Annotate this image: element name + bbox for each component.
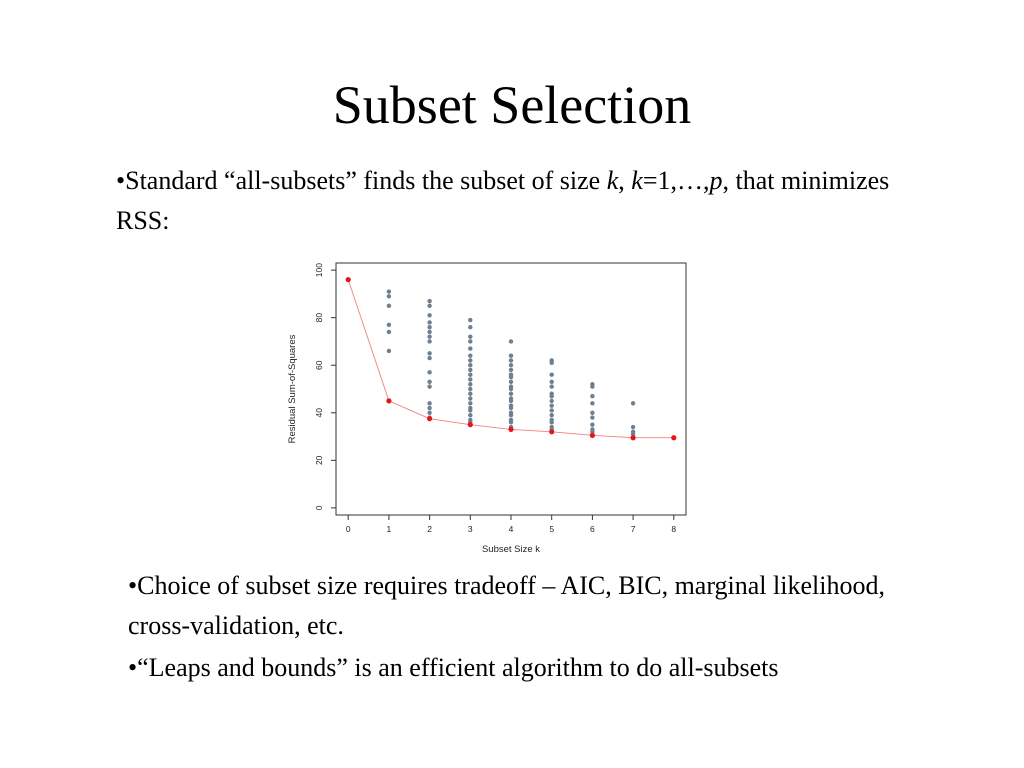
subset-point [468, 413, 472, 417]
var-k: k [606, 166, 619, 195]
subset-point [387, 304, 391, 308]
subset-point [468, 363, 472, 367]
bullet-text: Choice of subset size requires tradeoff – AIC, BIC, marginal likelihood, cross-validation, etc. [128, 571, 885, 640]
x-axis-label: Subset Size k [481, 544, 541, 555]
subset-point [427, 356, 431, 360]
subset-point [549, 413, 553, 417]
subset-point [509, 354, 513, 358]
subset-point [468, 382, 472, 386]
subset-point [631, 425, 635, 429]
subset-point [427, 380, 431, 384]
x-tick-label: 0 [345, 524, 351, 534]
subset-point [427, 406, 431, 410]
y-tick-label: 100 [314, 263, 324, 278]
bullet-text-end: , that minimizes RSS: [116, 166, 890, 235]
y-tick-label: 20 [314, 455, 324, 466]
subset-point [590, 401, 594, 405]
bullet-marker: • [116, 166, 126, 195]
subset-point [468, 392, 472, 396]
subset-point [509, 413, 513, 417]
subset-point [549, 361, 553, 365]
subset-point [549, 384, 553, 388]
subset-point [549, 380, 553, 384]
subset-point [549, 394, 553, 398]
subset-point [468, 373, 472, 377]
subset-point [427, 330, 431, 334]
bullet-tradeoff [128, 566, 888, 646]
subset-point [509, 380, 513, 384]
subset-point [468, 325, 472, 329]
subset-point [427, 299, 431, 303]
subset-point [427, 334, 431, 338]
subset-point [590, 411, 594, 415]
subset-point [468, 368, 472, 372]
y-axis [314, 263, 336, 510]
subset-point [509, 399, 513, 403]
subset-point [468, 387, 472, 391]
subset-point [509, 368, 513, 372]
y-tick-label: 60 [314, 360, 324, 370]
subset-point [590, 384, 594, 388]
best-subset-point [346, 277, 351, 282]
subset-point [468, 354, 472, 358]
best-subset-point [630, 435, 635, 440]
subset-point [468, 318, 472, 322]
subset-point [468, 408, 472, 412]
subset-point [549, 408, 553, 412]
y-axis-label: Residual Sum-of-Squares [287, 334, 298, 444]
x-tick-label: 3 [467, 524, 473, 534]
x-tick-label: 4 [508, 524, 514, 534]
slide-title: Subset Selection [332, 75, 692, 135]
subset-point [509, 375, 513, 379]
subset-point [468, 334, 472, 338]
subset-point [427, 370, 431, 374]
subset-point [468, 401, 472, 405]
subset-point [590, 422, 594, 426]
var-p: p [709, 166, 723, 195]
subset-point [468, 339, 472, 343]
bullet-text: Standard “all-subsets” finds the subset of size [125, 166, 607, 195]
y-tick-label: 0 [314, 505, 324, 511]
subset-point [631, 401, 635, 405]
subset-point [468, 377, 472, 381]
subset-point [427, 411, 431, 415]
subset-point [468, 346, 472, 350]
rss-scatter-plot [284, 256, 704, 562]
subset-point [509, 363, 513, 367]
all-subsets-points [387, 289, 636, 436]
bullet-marker: • [128, 571, 138, 600]
y-tick-label: 80 [314, 312, 324, 323]
subset-point [427, 384, 431, 388]
separator: , [618, 166, 632, 195]
best-subset-point [671, 435, 676, 440]
best-subset-point [468, 422, 473, 427]
subset-point [468, 396, 472, 400]
y-tick-label: 40 [314, 408, 324, 418]
subset-point [549, 399, 553, 403]
bullet-marker: • [128, 653, 138, 682]
subset-point [427, 325, 431, 329]
x-tick-label: 7 [630, 524, 636, 534]
subset-point [427, 401, 431, 405]
subset-point [387, 330, 391, 334]
best-subset-point [590, 433, 595, 438]
subset-point [549, 403, 553, 407]
subset-point [427, 320, 431, 324]
subset-point [590, 415, 594, 419]
subset-point [509, 387, 513, 391]
subset-point [509, 358, 513, 362]
subset-point [509, 392, 513, 396]
subset-point [549, 373, 553, 377]
subset-point [427, 339, 431, 343]
bullet-all-subsets [116, 161, 936, 241]
subset-point [387, 323, 391, 327]
subset-point [549, 420, 553, 424]
var-k: k [631, 166, 643, 195]
subset-point [509, 339, 513, 343]
best-subset-point [549, 429, 554, 434]
subset-point [427, 304, 431, 308]
subset-point [468, 358, 472, 362]
x-axis [346, 515, 677, 534]
subset-point [387, 294, 391, 298]
range-text: =1,…, [642, 166, 710, 195]
x-tick-label: 5 [549, 524, 555, 534]
subset-point [590, 394, 594, 398]
best-subset-point [386, 398, 391, 403]
x-tick-label: 2 [427, 524, 432, 534]
subset-point [509, 420, 513, 424]
subset-point [387, 349, 391, 353]
subset-point [427, 351, 431, 355]
best-subset-point [427, 416, 432, 421]
best-subset-point [508, 427, 513, 432]
subset-point [509, 406, 513, 410]
x-tick-label: 6 [590, 524, 595, 534]
x-tick-label: 8 [671, 524, 677, 534]
subset-point [427, 313, 431, 317]
bullet-leaps-bounds [128, 648, 888, 688]
x-tick-label: 1 [386, 524, 392, 534]
bullet-text: “Leaps and bounds” is an efficient algorithm to do all-subsets [137, 653, 779, 682]
subset-point [387, 289, 391, 293]
